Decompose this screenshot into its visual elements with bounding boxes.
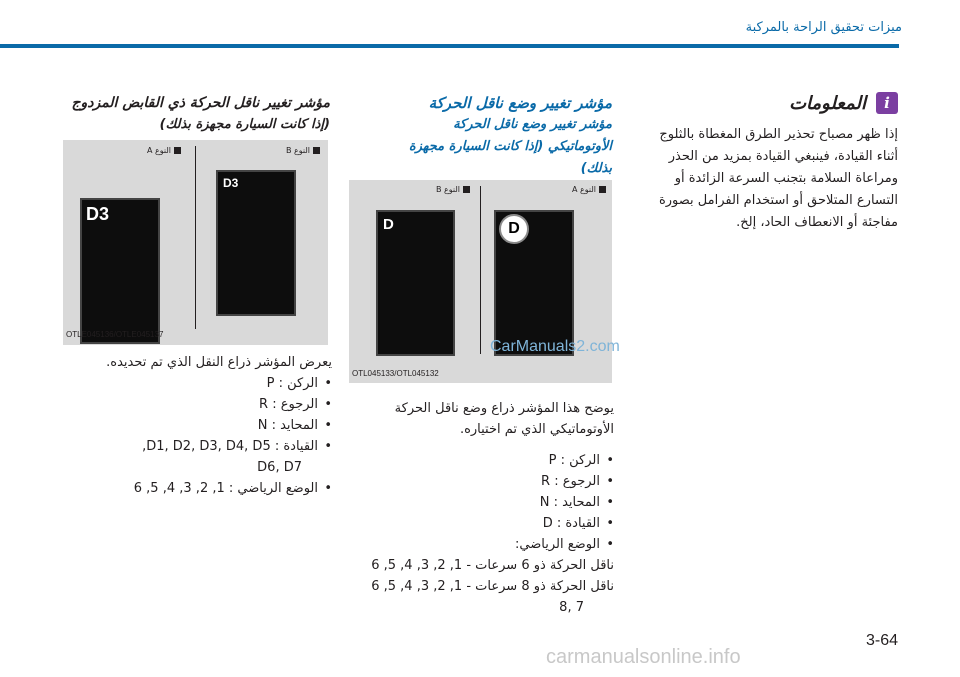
auto-section-subtitle-3: بذلك) (580, 161, 612, 176)
dct-section-title: مؤشر تغيير ناقل الحركة ذي القابض المزدوج (71, 95, 330, 111)
figure-type-a-label: النوع A (147, 146, 181, 155)
page-header-title: ميزات تحقيق الراحة بالمركبة (745, 20, 902, 35)
list-item: • المحايد : N (70, 415, 332, 436)
list-item: • الوضع الرياضي : 1, 2, 3, 4, 5, 6 (70, 478, 332, 499)
auto-intro-text: يوضح هذا المؤشر ذراع وضع ناقل الحركة الأوتوماتيكي الذي تم اختياره. (394, 401, 614, 437)
auto-section-title: مؤشر تغيير وضع ناقل الحركة (428, 94, 612, 112)
cluster-screen-type-a (80, 198, 160, 344)
drive-mode-cont: D6, D7 (257, 460, 302, 475)
sport-mode-6-speed: ناقل الحركة ذو 6 سرعات - 1, 2, 3, 4, 5, 6 (371, 558, 614, 573)
figure-code: OTL045133/OTL045132 (352, 369, 439, 378)
figure-type-a-label: النوع A (572, 185, 606, 194)
list-item: • القيادة : D1, D2, D3, D4, D5, (70, 436, 332, 457)
auto-transmission-section (348, 92, 612, 180)
dct-section (58, 92, 330, 136)
dct-indicator-figure (63, 140, 328, 345)
dct-section-body (70, 352, 332, 499)
list-item: • الركن : P (360, 450, 614, 471)
figure-divider (195, 146, 196, 329)
info-box-title: المعلومات (789, 92, 866, 114)
dct-gear-list (70, 373, 332, 457)
footer-watermark: carmanualsonline.info (546, 646, 741, 668)
figure-code: OTLE045136/OTLE045137 (66, 330, 164, 339)
gear-indicator-b: D (383, 216, 394, 233)
page-number: 3-64 (866, 632, 899, 649)
list-item: • الركن : P (70, 373, 332, 394)
list-item: • القيادة : D (360, 513, 614, 534)
dct-intro-text: يعرض المؤشر ذراع النقل الذي تم تحديده. (106, 355, 332, 370)
header-rule (0, 44, 899, 48)
gear-indicator-b: D3 (223, 176, 239, 190)
figure-type-b-label: النوع B (286, 146, 320, 155)
sport-mode-8-speed: ناقل الحركة ذو 8 سرعات - 1, 2, 3, 4, 5, 6 (371, 579, 614, 594)
watermark: CarManuals2.com (490, 338, 620, 355)
square-bullet-icon (463, 186, 470, 193)
list-item: • الرجوع : R (70, 394, 332, 415)
dct-section-subtitle: (إذا كانت السيارة مجهزة بذلك) (159, 117, 330, 132)
info-box (640, 92, 898, 234)
cluster-screen-type-b (216, 170, 296, 316)
square-bullet-icon (313, 147, 320, 154)
gear-indicator-a: D3 (86, 204, 110, 224)
gear-indicator-a: D (499, 214, 529, 244)
info-icon: i (876, 92, 898, 114)
auto-gear-list (360, 450, 614, 555)
figure-type-b-label: النوع B (436, 185, 470, 194)
square-bullet-icon (599, 186, 606, 193)
cluster-screen-type-b (376, 210, 455, 356)
list-item: • الرجوع : R (360, 471, 614, 492)
list-item: • الوضع الرياضي: (360, 534, 614, 555)
auto-section-body (360, 398, 614, 618)
cluster-screen-type-a (494, 210, 574, 356)
list-item: • المحايد : N (360, 492, 614, 513)
auto-section-subtitle-2: الأوتوماتيكي (إذا كانت السيارة مجهزة (408, 139, 612, 154)
auto-section-subtitle-1: مؤشر تغيير وضع ناقل الحركة (453, 117, 612, 132)
figure-divider (480, 186, 481, 354)
info-box-heading (640, 92, 898, 114)
info-box-text: إذا ظهر مصباح تحذير الطرق المغطاة بالثلوج أثناء القيادة، فينبغي القيادة بمزيد من الحذر ومراعاة السلامة بتجنب السرعة الزائدة أو التسارع المتلاحق أو استخدام الفرامل بصورة مفاجئة أو الانعطاف الحاد، إلخ. (658, 127, 898, 230)
square-bullet-icon (174, 147, 181, 154)
sport-mode-8-speed-cont: 7 ,8 (559, 600, 584, 615)
dct-gear-list-sport (70, 478, 332, 499)
